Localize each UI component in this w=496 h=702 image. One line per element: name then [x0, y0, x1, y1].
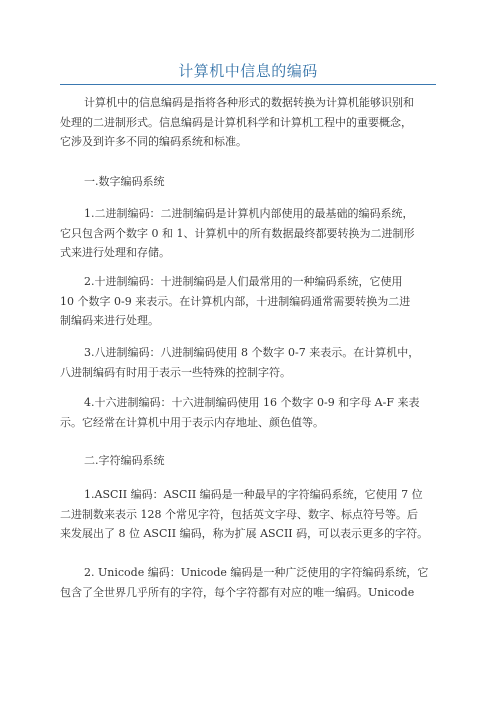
section-heading-numeric-encoding: 一.数字编码系统	[84, 175, 165, 188]
paragraph-unicode-encoding: 2. Unicode 编码：Unicode 编码是一种广泛使用的字符编码系统，它 包含了全世界几乎所有的字符，每个字符都有对应的唯一编码。Unicode	[60, 566, 429, 599]
title-divider	[60, 84, 436, 85]
paragraph-binary-encoding: 1.二进制编码：二进制编码是计算机内部使用的最基础的编码系统， 它只包含两个数字 0 和 1、计算机中的所有数据最终都要转换为二进制形 式来进行处理和存储。	[60, 207, 415, 259]
document-title: 计算机中信息的编码	[178, 62, 318, 80]
intro-paragraph: 计算机中的信息编码是指将各种形式的数据转换为计算机能够识别和 处理的二进制形式。信息编码是计算机科学和计算机工程中的重要概念， 它涉及到许多不同的编码系统和标准。	[60, 96, 414, 148]
paragraph-octal-encoding: 3.八进制编码：八进制编码使用 8 个数字 0-7 来表示。在计算机中， 八进制编码有时用于表示一些特殊的控制字符。	[60, 346, 420, 379]
paragraph-ascii-encoding: 1.ASCII 编码：ASCII 编码是一种最早的字符编码系统，它使用 7 位 二进制数来表示 128 个常见字符，包括英文字母、数字、标点符号等。后 来发展出了 8 位 ASCII 编码，称为扩展 ASCII 码，可以表示更多的字符。	[60, 488, 429, 540]
section-heading-character-encoding: 二.字符编码系统	[84, 454, 165, 467]
paragraph-hexadecimal-encoding: 4.十六进制编码：十六进制编码使用 16 个数字 0-9 和字母 A-F 来表 示。它经常在计算机中用于表示内存地址、颜色值等。	[60, 396, 420, 429]
paragraph-decimal-encoding: 2.十进制编码：十进制编码是人们最常用的一种编码系统，它使用 10 个数字 0-9 来表示。在计算机内部，十进制编码通常需要转换为二进 制编码来进行处理。	[60, 275, 411, 327]
